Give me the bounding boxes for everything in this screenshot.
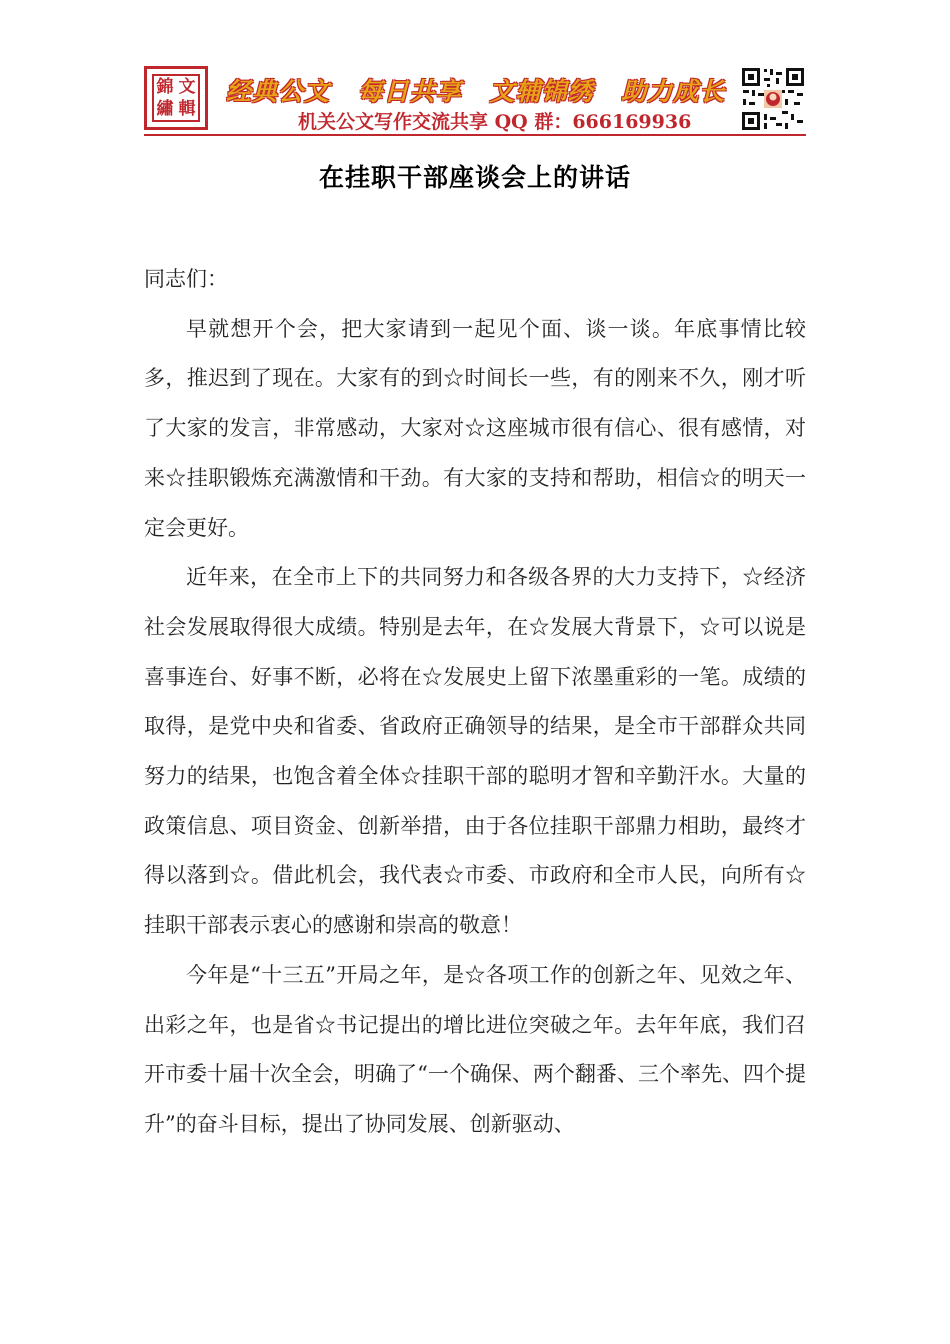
slogan-part: 助力成长 <box>621 77 726 106</box>
logo-char: 文 <box>178 77 196 97</box>
paragraph: 今年是“十三五”开局之年，是☆各项工作的创新之年、见效之年、出彩之年，也是省☆书记提出的增比进位突破之年。去年年底，我们召开市委十届十次全会，明确了“一个确保、两个翻番、三个率先、四个提升”的奋斗目标，提出了协同发展、创新驱动、 <box>144 962 806 1136</box>
logo-char: 繡 <box>156 99 174 119</box>
salutation: 同志们： <box>144 267 228 291</box>
logo-char: 錦 <box>156 77 174 97</box>
logo-seal <box>144 66 208 130</box>
document-body <box>144 255 806 1150</box>
logo-char: 輯 <box>178 99 196 119</box>
qr-code-icon <box>740 66 806 132</box>
slogan-part: 每日共享 <box>357 77 462 106</box>
document-header <box>0 0 950 140</box>
slogan-part: 文辅锦绣 <box>489 77 594 106</box>
paragraph: 早就想开个会，把大家请到一起见个面、谈一谈。年底事情比较多，推迟到了现在。大家有的到☆时间长一些，有的刚来不久，刚才听了大家的发言，非常感动，大家对☆这座城市很有信心、很有感情，对来☆挂职锻炼充满激情和干劲。有大家的支持和帮助，相信☆的明天一定会更好。 <box>144 316 806 540</box>
slogan-part: 经典公文 <box>226 77 331 106</box>
header-divider <box>144 134 806 136</box>
paragraph: 近年来，在全市上下的共同努力和各级各界的大力支持下，☆经济社会发展取得很大成绩。特别是去年，在☆发展大背景下，☆可以说是喜事连台、好事不断，必将在☆发展史上留下浓墨重彩的一笔。成绩的取得，是党中央和省委、省政府正确领导的结果，是全市干部群众共同努力的结果，也饱含着全体☆挂职干部的聪明才智和辛勤汗水。大量的政策信息、项目资金、创新举措，由于各位挂职干部鼎力相助，最终才得以落到☆。借此机会，我代表☆市委、市政府和全市人民，向所有☆挂职干部表示衷心的感谢和崇高的敬意！ <box>144 565 806 938</box>
header-slogan <box>226 72 736 108</box>
qq-group-line: 机关公文写作交流共享 QQ 群：666169936 <box>298 111 692 133</box>
document-title: 在挂职干部座谈会上的讲话 <box>318 163 631 192</box>
logo-seal-text <box>152 74 200 122</box>
